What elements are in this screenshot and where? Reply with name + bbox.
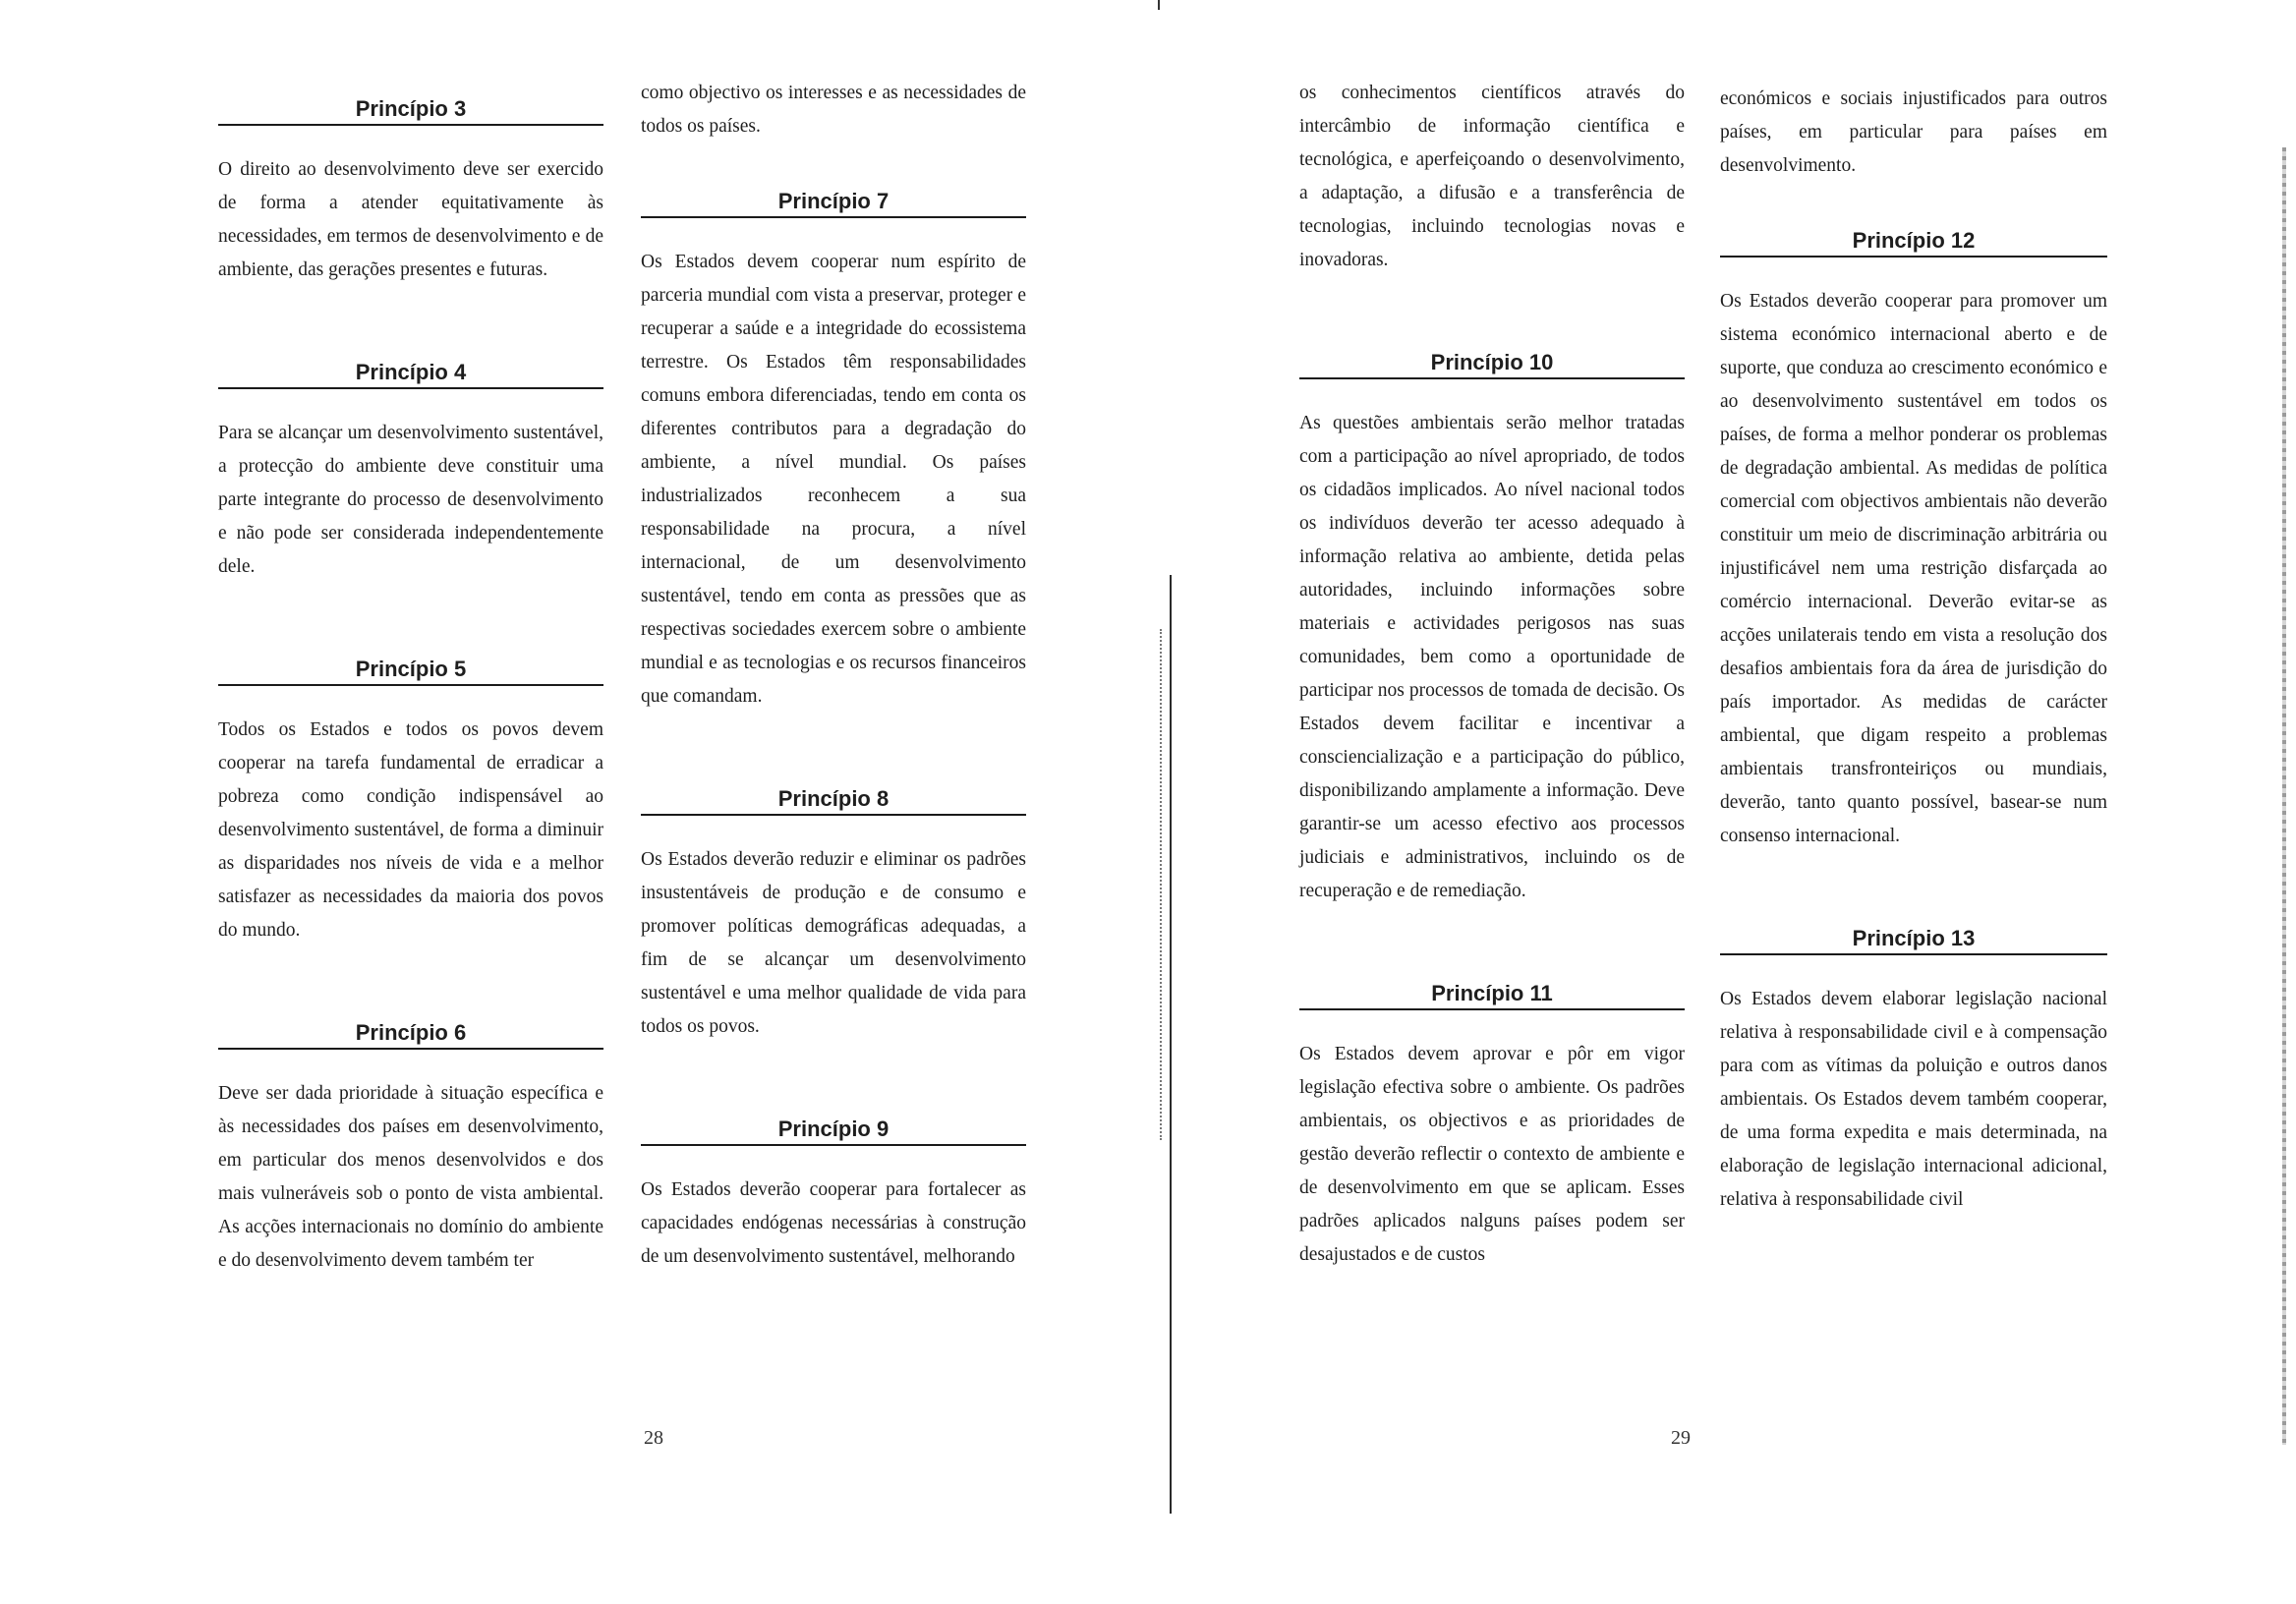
spacer (218, 584, 603, 657)
heading-principio-7: Princípio 7 (641, 189, 1026, 218)
heading-principio-3: Princípio 3 (218, 96, 603, 126)
heading-principio-9: Princípio 9 (641, 1117, 1026, 1146)
spacer (218, 287, 603, 360)
text-principio-11: Os Estados devem aprovar e pôr em vigor legislação efectiva sobre o ambiente. Os padrões ambientais, os objectivos e as prioridades de gestão deverão reflectir o contexto de ambiente e de desenvolvimento em que se aplicam. Esses padrões aplicados nalguns países podem ser desajustados e de custos (1299, 1044, 1685, 1265)
text-principio-4: Para se alcançar um desenvolvimento sustentável, a protecção do ambiente deve constituir uma parte integrante do processo de desenvolvimento e não pode ser considerada independentemente dele. (218, 423, 603, 577)
text-principio-6: Deve ser dada prioridade à situação específica e às necessidades dos países em desenvolvimento, em particular dos menos desenvolvidos e dos mais vulneráveis sob o ponto de vista ambiental. As acções internacionais no domínio do ambiente e do desenvolvimento devem também ter (218, 1083, 603, 1271)
text-continuation: económicos e sociais injustificados para outros países, em particular para países em desenvolvimento. (1720, 88, 2107, 176)
text-principio-5: Todos os Estados e todos os povos devem cooperar na tarefa fundamental de erradicar a pobreza como condição indispensável ao desenvolvimento sustentável, de forma a diminuir as disparidades nos níveis de vida e a melhor satisfazer as necessidades da maioria dos povos do mundo. (218, 719, 603, 941)
spacer (218, 947, 603, 1020)
page-number-left: 28 (644, 1427, 663, 1449)
gutter-mark (1158, 0, 1160, 10)
text-principio-9: Os Estados deverão cooperar para fortalecer as capacidades endógenas necessárias à construção de um desenvolvimento sustentável, melhorando (641, 1179, 1026, 1267)
text-principio-8: Os Estados deverão reduzir e eliminar os padrões insustentáveis de produção e de consumo e promover políticas demográficas adequadas, a fim de se alcançar um desenvolvimento sustentável e uma melhor qualidade de vida para todos os povos. (641, 849, 1026, 1037)
text-continuation: como objectivo os interesses e as necessidades de todos os países. (641, 83, 1026, 137)
spacer (641, 1044, 1026, 1117)
right-page-column-1 (1299, 77, 1685, 1272)
text-principio-13: Os Estados devem elaborar legislação nacional relativa à responsabilidade civil e à compensação para com as vítimas da poluição e outros danos ambientais. Os Estados devem também cooperar, de uma forma expedita e mais determinada, na elaboração de legislação internacional adicional, relativa à responsabilidade civil (1720, 989, 2107, 1210)
text-principio-10: As questões ambientais serão melhor tratadas com a participação ao nível apropriado, de todos os cidadãos implicados. Ao nível nacional todos os indivíduos deverão ter acesso adequado à informação relativa ao ambiente, detida pelas autoridades, incluindo informações sobre materiais e actividades perigosos nas suas comunidades, bem como a oportunidade de participar nos processos de tomada de decisão. Os Estados devem facilitar e incentivar a consciencialização e a participação do público, disponibilizando amplamente a informação. Deve garantir-se um acesso efectivo aos processos judiciais e administrativos, incluindo os de recuperação e de remediação. (1299, 413, 1685, 901)
left-page-column-2 (641, 77, 1026, 1274)
text-principio-7: Os Estados devem cooperar num espírito de parceria mundial com vista a preservar, proteger e recuperar a saúde e a integridade do ecossistema terrestre. Os Estados têm responsabilidades comuns embora diferenciadas, tendo em conta os diferentes contributos para a degradação do ambiente, a nível mundial. Os países industrializados reconhecem a sua responsabilidade na procura, a nível internacional, de um desenvolvimento sustentável, tendo em conta as pressões que as respectivas sociedades exercem sobre o ambiente mundial e as tecnologias e os recursos financeiros que comandam. (641, 252, 1026, 707)
spine-shadow (1160, 629, 1163, 1140)
spacer (1299, 908, 1685, 981)
right-page-column-2 (1720, 83, 2107, 1217)
spacer (641, 143, 1026, 189)
spacer (1720, 183, 2107, 228)
text-principio-3: O direito ao desenvolvimento deve ser exercido de forma a atender equitativamente às necessidades, em termos de desenvolvimento e de ambiente, das gerações presentes e futuras. (218, 159, 603, 280)
page-number-right: 29 (1671, 1427, 1691, 1449)
text-principio-12: Os Estados deverão cooperar para promover um sistema económico internacional aberto e de suporte, que conduza ao crescimento económico e ao desenvolvimento sustentável em todos os países, de forma a melhor ponderar os problemas de degradação ambiental. As medidas de política comercial com objectivos ambientais não deverão constituir um meio de discriminação arbitrária ou injustificável nem uma restrição disfarçada ao comércio internacional. Deverão evitar-se as acções unilaterais tendo em vista a resolução dos desafios ambientais fora da área de jurisdição do país importador. As medidas de carácter ambiental, que digam respeito a problemas ambientais transfronteiriços ou mundiais, deverão, tanto quanto possível, basear-se num consenso internacional. (1720, 291, 2107, 846)
heading-principio-12: Princípio 12 (1720, 228, 2107, 258)
heading-principio-4: Princípio 4 (218, 360, 603, 389)
heading-principio-13: Princípio 13 (1720, 926, 2107, 955)
spacer (1720, 853, 2107, 926)
left-page-column-1 (218, 96, 603, 1278)
heading-principio-8: Princípio 8 (641, 786, 1026, 816)
heading-principio-5: Princípio 5 (218, 657, 603, 686)
heading-principio-11: Princípio 11 (1299, 981, 1685, 1010)
spacer (641, 714, 1026, 786)
spacer (1299, 277, 1685, 350)
heading-principio-10: Princípio 10 (1299, 350, 1685, 379)
heading-principio-6: Princípio 6 (218, 1020, 603, 1050)
spine-line (1170, 575, 1172, 1514)
text-continuation: os conhecimentos científicos através do intercâmbio de informação científica e tecnológica, e aperfeiçoando o desenvolvimento, a adaptação, a difusão e a transferência de tecnologias, incluindo tecnologias novas e inovadoras. (1299, 83, 1685, 270)
page-edge (2282, 147, 2286, 1445)
